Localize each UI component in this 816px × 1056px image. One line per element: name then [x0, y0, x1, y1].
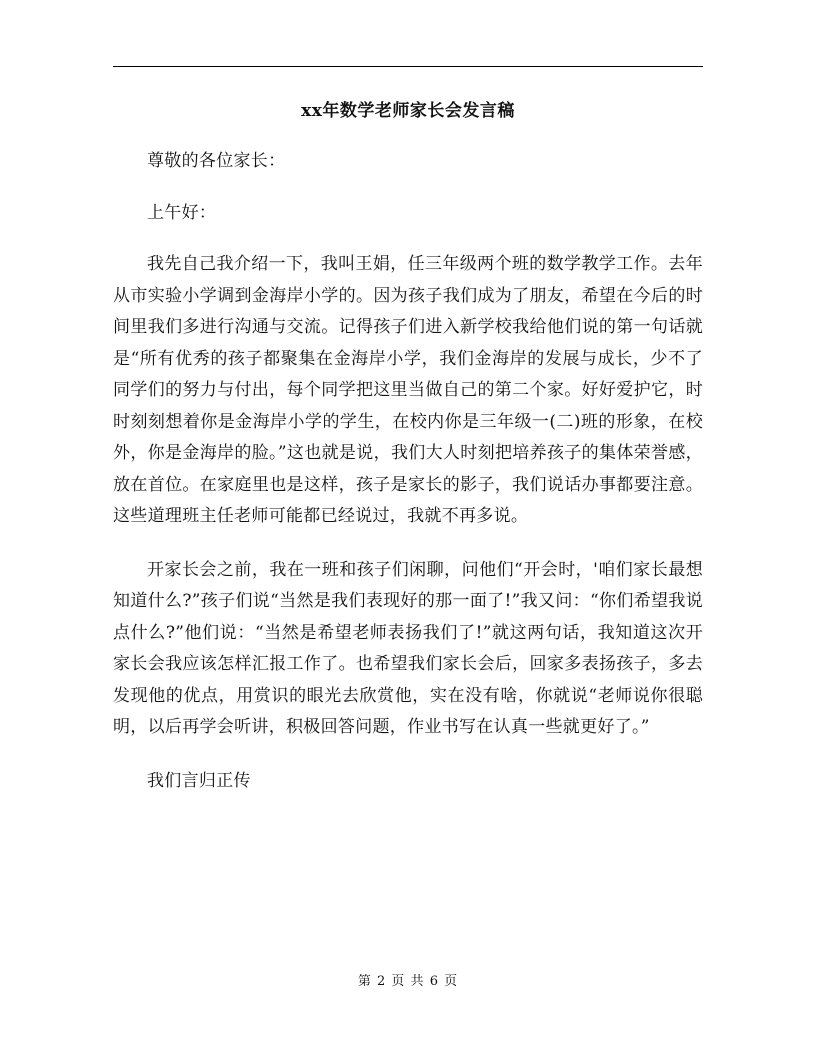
document-body [113, 146, 703, 819]
paragraph-transition: 我们言归正传 [147, 770, 251, 791]
greeting: 上午好： [147, 202, 217, 223]
header-rule [113, 66, 703, 67]
salutation: 尊敬的各位家长： [147, 151, 286, 171]
paragraph-conversation: 开家长会之前，我在一班和孩子们闲聊，问他们“开会时，'咱们家长最想知道什么?”孩子们说“当然是我们表现好的那一面了!”我又问：“你们希望我说点什么?”他们说：“当然是希望老师表扬我们了!”就这两句话，我知道这次开家长会我应该怎样汇报工作了。也希望我们家长会后，回家多表扬孩子，多去发现他的优点，用赏识的眼光去欣赏他，实在没有啥，你就说“老师说你很聪明，以后再学会听讲，积极回答问题，作业书写在认真一些就更好了。” [113, 559, 703, 737]
paragraph-introduction: 我先自己我介绍一下，我叫王娟，任三年级两个班的数学教学工作。去年从市实验小学调到金海岸小学的。因为孩子我们成为了朋友，希望在今后的时间里我们多进行沟通与交流。记得孩子们进入新学校我给他们说的第一句话就是“所有优秀的孩子都聚集在金海岸小学，我们金海岸的发展与成长，少不了同学们的努力与付出，每个同学把这里当做自己的第二个家。好好爱护它，时时刻刻想着你是金海岸小学的学生，在校内你是三年级一(二)班的形象，在校外，你是金海岸的脸。”这也就是说，我们大人时刻把培养孩子的集体荣誉感，放在首位。在家庭里也是这样，孩子是家长的影子，我们说话办事都要注意。这些道理班主任老师可能都已经说过，我就不再多说。 [113, 254, 703, 526]
page-number: 第 2 页 共 6 页 [357, 974, 459, 989]
document-title: xx年数学老师家长会发言稿 [301, 101, 515, 121]
